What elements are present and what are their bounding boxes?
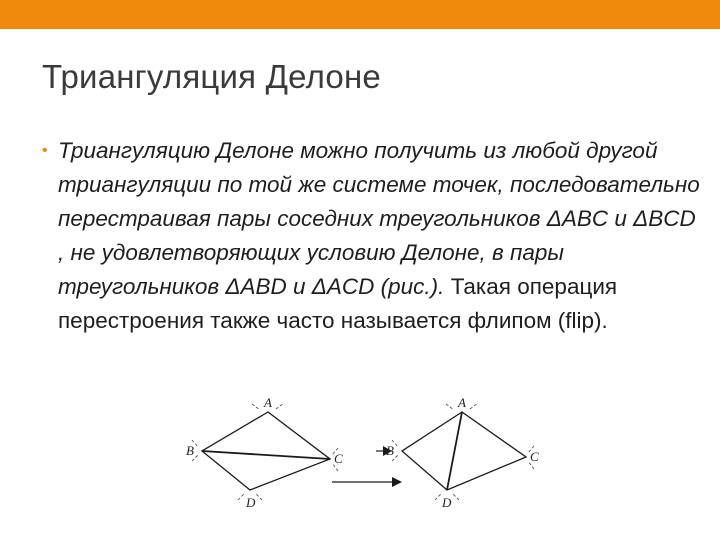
top-accent-bar bbox=[0, 0, 720, 29]
flip-arrow-long-head bbox=[392, 477, 402, 487]
label-a-left: A bbox=[264, 395, 272, 410]
label-d-left: D bbox=[246, 495, 256, 510]
left-quadrilateral bbox=[202, 412, 330, 490]
label-b-left: B bbox=[186, 443, 194, 458]
bullet-text-italic: Триангуляцию Делоне можно получить из любой другой триангуляции по той же системе точек, последовательно перестраивая пары соседних треугольников ΔABC и ΔBCD , не удовлетворяющих условию Делоне, в пары треугольников ΔABD и ΔACD (рис.). bbox=[58, 138, 700, 299]
right-quadrilateral bbox=[402, 412, 526, 490]
page-title: Триангуляция Делоне bbox=[42, 58, 381, 95]
bullet-paragraph bbox=[42, 134, 702, 338]
delaunay-flip-diagram bbox=[180, 395, 550, 520]
label-b-right: B bbox=[386, 443, 394, 458]
left-diagonal-bc bbox=[202, 451, 330, 459]
bullet-text-regular: Такая операция перестроения также часто называется флипом (flip). bbox=[58, 274, 618, 333]
label-a-right: A bbox=[458, 395, 466, 410]
label-c-left: C bbox=[334, 451, 343, 466]
label-c-right: C bbox=[530, 449, 539, 464]
label-d-right: D bbox=[442, 495, 452, 510]
right-diagonal-ad bbox=[447, 412, 462, 490]
bullet-icon: • bbox=[42, 142, 48, 159]
